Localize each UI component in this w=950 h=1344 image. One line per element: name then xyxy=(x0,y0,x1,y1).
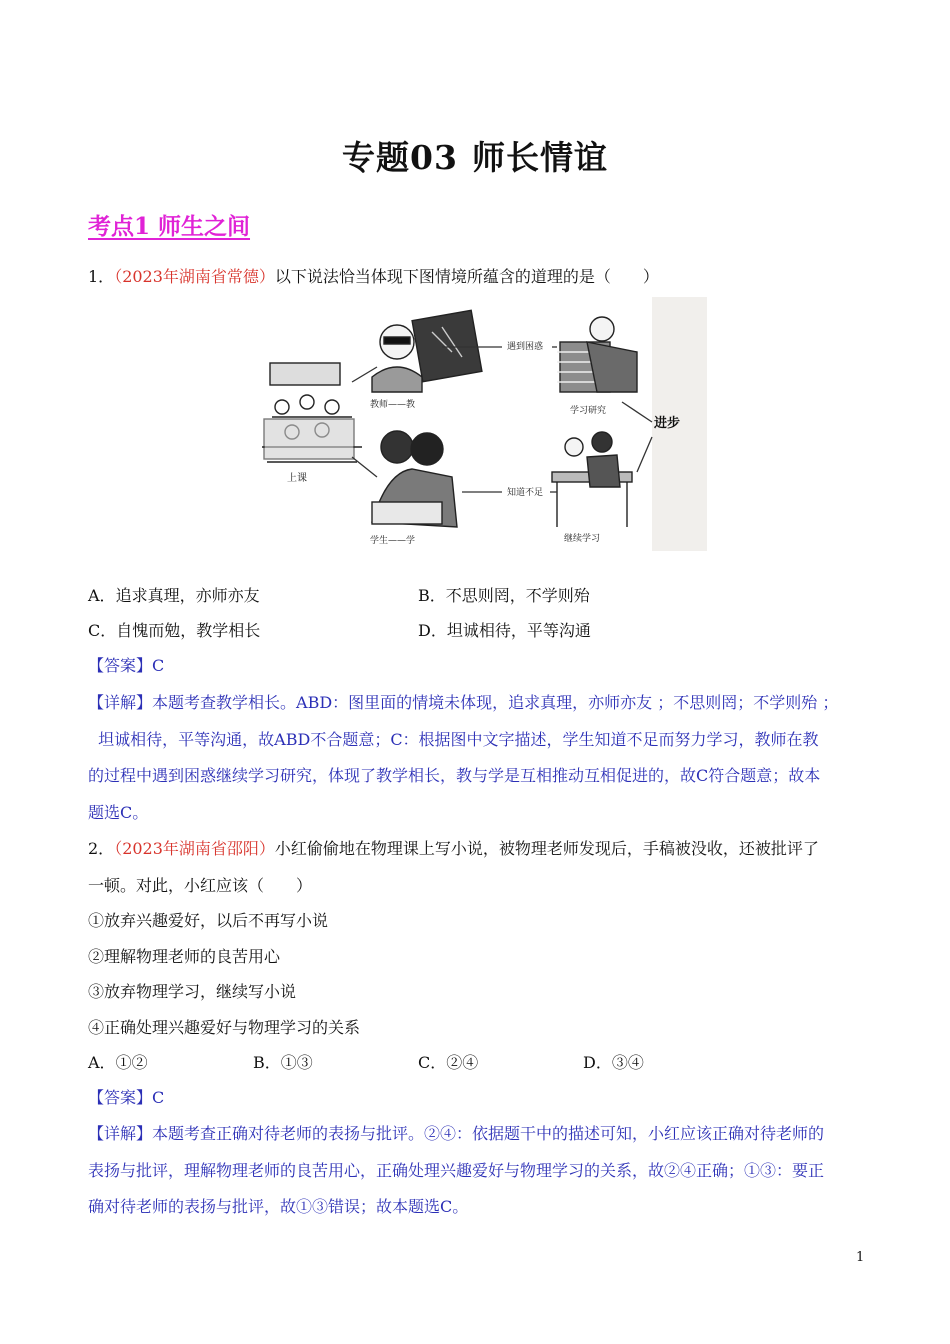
figure-label-confused: 遇到困惑 xyxy=(507,342,544,352)
option-text: ①③ xyxy=(280,1053,313,1072)
q1-figure xyxy=(252,297,707,551)
page-title xyxy=(0,132,950,179)
option-key: D． xyxy=(583,1053,612,1072)
option-text: 坦诚相待，平等沟通 xyxy=(446,621,591,640)
q1-source: （2023年湖南省常德） xyxy=(114,267,275,286)
q1-detail-line-1 xyxy=(88,692,838,714)
figure-label-teacher: 教师——教 xyxy=(370,400,416,410)
q2-stem-line-2: 一顿。对此，小红应该（ ） xyxy=(88,876,313,895)
q1-detail-line-2: 坦诚相待，平等沟通，故ABD不合题意；C：根据图中文字描述，学生知道不足而努力学习，教师在教 xyxy=(88,730,819,749)
q2-option-c[interactable] xyxy=(418,1052,478,1074)
q2-option-b[interactable] xyxy=(253,1052,313,1074)
q2-source: （2023年湖南省邵阳） xyxy=(114,839,275,858)
detail-text: 本题考查教学相长。ABD：图里面的情境未体现，追求真理，亦师亦友 ；不思则罔；不学则殆 ； xyxy=(152,693,839,712)
q2-answer xyxy=(88,1087,164,1109)
q1-option-a[interactable] xyxy=(88,585,260,607)
option-key: C． xyxy=(88,621,117,640)
q1-number: 1． xyxy=(88,267,115,286)
option-text: 不思则罔，不学则殆 xyxy=(445,586,590,605)
option-text: ③④ xyxy=(611,1053,644,1072)
q2-detail-line-3: 确对待老师的表扬与批评，故①③错误；故本题选C。 xyxy=(88,1197,469,1216)
q1-option-b[interactable] xyxy=(418,585,590,607)
detail-tag: 【详解】 xyxy=(88,1124,153,1143)
figure-label-class: 上课 xyxy=(287,473,307,484)
answer-tag: 【答案】 xyxy=(88,1088,153,1107)
q2-stem: 小红偷偷地在物理课上写小说，被物理老师发现后，手稿被没收，还被批评了 xyxy=(274,839,819,858)
q2-item-2: ②理解物理老师的良苦用心 xyxy=(88,947,281,966)
figure-label-research: 学习研究 xyxy=(570,406,607,416)
q1-detail-line-3: 的过程中遇到困惑继续学习研究，体现了教学相长，教与学是互相推动互相促进的，故C符合题意；故本 xyxy=(88,766,821,785)
q1-detail-line-4: 题选C。 xyxy=(88,803,149,822)
option-key: B． xyxy=(253,1053,281,1072)
answer-tag: 【答案】 xyxy=(88,656,153,675)
figure-label-progress: 进步 xyxy=(654,416,681,431)
option-key: C． xyxy=(418,1053,447,1072)
q1-stem-line xyxy=(88,266,659,288)
q2-option-a[interactable] xyxy=(88,1052,148,1074)
figure-label-lacking: 知道不足 xyxy=(507,488,544,498)
detail-tag: 【详解】 xyxy=(88,693,153,712)
q2-detail-line-1 xyxy=(88,1123,824,1145)
option-text: 自愧而勉，教学相长 xyxy=(116,621,261,640)
q1-option-d[interactable] xyxy=(418,620,591,642)
q1-answer xyxy=(88,655,164,677)
page-number: 1 xyxy=(856,1250,865,1265)
q2-item-3: ③放弃物理学习，继续写小说 xyxy=(88,982,297,1001)
q2-detail-line-2: 表扬与批评，理解物理老师的良苦用心，正确处理兴趣爱好与物理学习的关系，故②④正确；①③：要正 xyxy=(88,1161,825,1180)
title-number: 03 xyxy=(410,138,458,177)
q2-item-4: ④正确处理兴趣爱好与物理学习的关系 xyxy=(88,1018,361,1037)
figure-label-student: 学生——学 xyxy=(370,536,416,546)
title-topic: 师长情谊 xyxy=(471,138,608,177)
option-text: 追求真理，亦师亦友 xyxy=(115,586,260,605)
option-key: D． xyxy=(418,621,447,640)
q2-number: 2． xyxy=(88,839,115,858)
option-key: B． xyxy=(418,586,446,605)
option-key: A． xyxy=(88,1053,116,1072)
q2-item-1: ①放弃兴趣爱好，以后不再写小说 xyxy=(88,911,329,930)
option-text: ①② xyxy=(115,1053,148,1072)
q1-option-c[interactable] xyxy=(88,620,260,642)
answer-value: C xyxy=(152,656,165,675)
figure-label-continue: 继续学习 xyxy=(564,534,601,544)
section-heading: 考点1 师生之间 xyxy=(88,213,251,240)
q1-stem: 以下说法恰当体现下图情境所蕴含的道理的是（ ） xyxy=(274,267,659,286)
q2-stem-line xyxy=(88,838,819,860)
option-text: ②④ xyxy=(446,1053,479,1072)
detail-text: 本题考查正确对待老师的表扬与批评。②④：依据题干中的描述可知，小红应该正确对待老师的 xyxy=(152,1124,825,1143)
q2-option-d[interactable] xyxy=(583,1052,644,1074)
answer-value: C xyxy=(152,1088,165,1107)
title-text: 专题 xyxy=(342,138,411,177)
option-key: A． xyxy=(88,586,116,605)
